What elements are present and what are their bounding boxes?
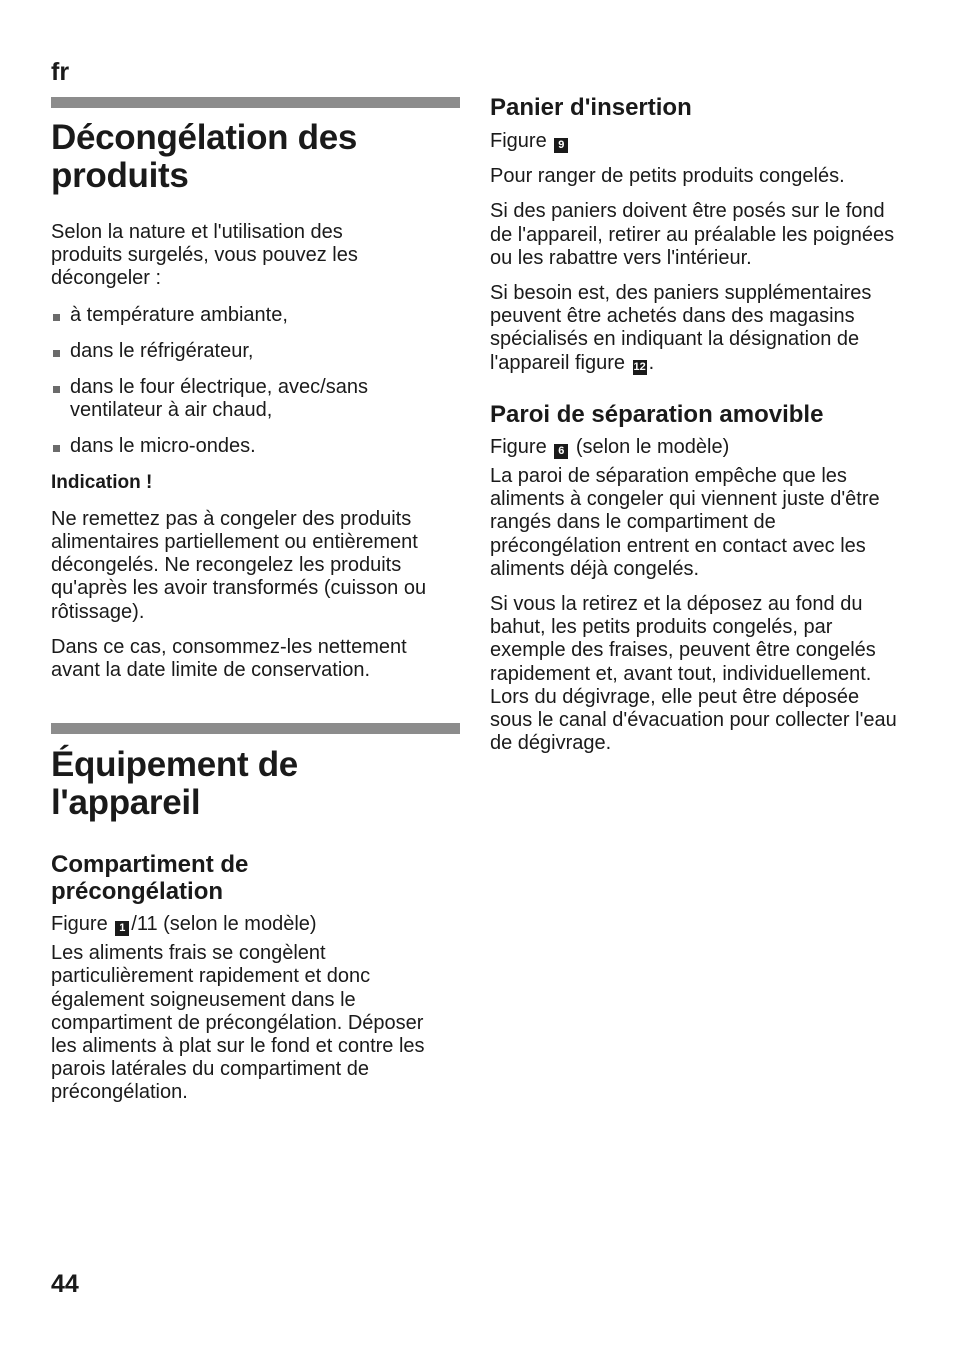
section-title: Équipement de l'appareil [51,745,298,822]
subsection-title: Compartiment de précongélation [51,851,249,905]
subsection-title: Paroi de séparation amovible [490,400,824,428]
section-equipment [51,746,460,1105]
section-divider-bar [51,97,460,108]
note-paragraph-2: Dans ce cas, consommez-les nettement avant la date limite de conservation. [51,635,407,682]
subsection-title: Panier d'insertion [490,94,692,121]
note-label: Indication ! [51,471,153,493]
defrost-methods-list [51,304,460,459]
note-paragraph: Ne remettez pas à congeler des produits alimentaires partiellement ou entièrement décongelés. Ne recongelez les produits qu'après les avoir transformés (cuisson ou rôtissage). [51,507,427,623]
section-title: Décongélation des produits [51,118,358,195]
right-column [490,94,899,755]
figure-reference: Figure 9 [490,130,899,153]
figure-number-badge: 9 [554,138,568,153]
figure-number-badge: 6 [554,444,568,459]
language-tag: fr [51,58,70,86]
figure-reference: Figure 1 /11 (selon le modèle) [51,913,317,935]
intro-paragraph: Selon la nature et l'utilisation des produits surgelés, vous pouvez les décongeler : [51,221,358,290]
divider-paragraph: La paroi de séparation empêche que les aliments à congeler qui viennent juste d'être rangés dans le compartiment de précongélation entrent en contact avec les aliments déjà congelés. [490,465,880,580]
basket-paragraph: Si besoin est, des paniers supplémentaires peuvent être achetés dans des magasins spécialisés en indiquant la désignation de l'appareil figure 12 . [490,282,872,374]
list-item: à température ambiante, [51,304,460,327]
figure-number-badge: 1 [115,921,129,936]
compartment-paragraph: Les aliments frais se congèlent particulièrement rapidement et donc également soigneusement dans le compartiment de précongélation. Déposer les aliments à plat sur le fond et contre les parois latérales du compartiment de précongélation. [51,942,425,1104]
basket-paragraph: Si des paniers doivent être posés sur le fond de l'appareil, retirer au préalable les poignées ou les rabattre vers l'intérieur. [490,200,895,269]
list-item: dans le micro-ondes. [51,435,460,458]
list-item: dans le réfrigérateur, [51,340,460,363]
list-item: dans le four électrique, avec/sans ventilateur à air chaud, [51,376,415,422]
page-number: 44 [51,1270,79,1298]
section-defrosting [51,119,460,682]
basket-paragraph: Pour ranger de petits produits congelés. [490,165,845,188]
divider-paragraph: Si vous la retirez et la déposez au fond du bahut, les petits produits congelés, par exemple des fraises, peuvent être congelés rapidement et, avant tout, individuellement. Lors du dégivrage, elle peut être déposée sous le canal d'évacuation pour collecter l'eau de dégivrage. [490,593,897,755]
section-divider-bar [51,723,460,734]
figure-number-badge: 12 [633,360,646,373]
figure-reference: Figure 6 (selon le modèle) [490,435,730,458]
